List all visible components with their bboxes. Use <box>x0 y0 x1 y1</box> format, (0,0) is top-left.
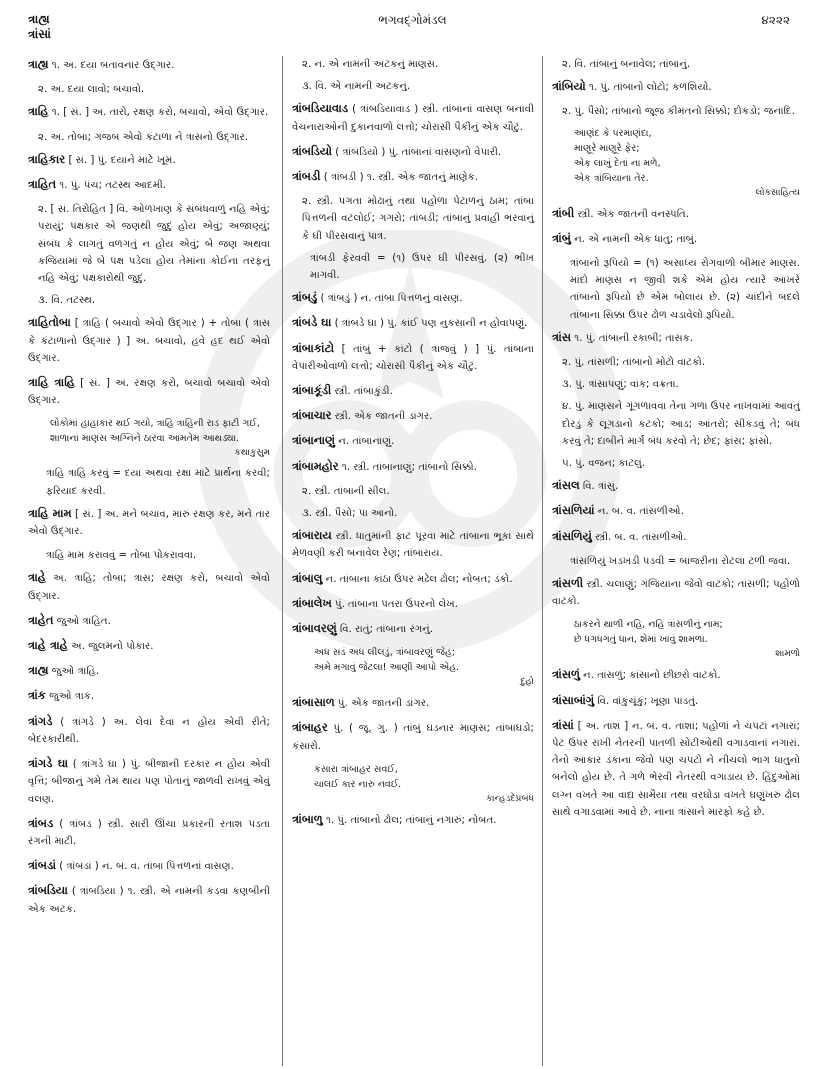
dictionary-entry <box>28 56 270 74</box>
headword: ત્રાંસાં <box>552 717 574 732</box>
page-number: ૪૨૨૨ <box>761 13 790 27</box>
definition: પું. એક જાતની ડાંગર. <box>337 698 430 710</box>
dictionary-entry <box>552 477 800 495</box>
headword: ત્રાંબડી <box>292 169 321 184</box>
quote-line: અમે મગાવું જેટલા! આણી આપો એહ. <box>314 662 460 674</box>
headword: ત્રાહ્ય <box>28 57 49 71</box>
page-header <box>0 0 825 48</box>
headword: ત્રાંગડે ઘા <box>28 756 69 771</box>
definition: જુઓ ત્રાહિત. <box>56 615 111 627</box>
dictionary-entry <box>28 176 270 194</box>
dictionary-entry <box>292 314 534 332</box>
idiom: ત્રાંબડી ફેરવવી = (૧) ઉપર ઘી પીરસવું. (૨) ભીખ માગવી. <box>310 252 534 282</box>
headword: ત્રાંબાલેખ <box>292 595 332 610</box>
definition: પું. તાંબાના પતરા ઉપરનો લેખ. <box>334 598 458 610</box>
headword: ત્રાહ્ય <box>28 663 49 678</box>
dictionary-entry <box>552 205 800 223</box>
headword: ત્રાંબામહોર <box>292 458 339 473</box>
headword: ત્રાંબાકૂંડી <box>292 383 332 398</box>
dictionary-entry <box>292 143 534 161</box>
headword: ત્રાંસળિયાં <box>552 503 595 518</box>
definition: [ સં. ] અ. રક્ષણ કરો, બચાવો બચાવો એવો ઉદ્ગાર. <box>28 378 270 407</box>
dictionary-entry <box>552 502 800 520</box>
headword: ત્રાહિ ત્રાહિ <box>28 375 75 390</box>
headword: ત્રાંબાકાંટો <box>292 340 335 355</box>
headword: ત્રાંબડિયા <box>28 883 68 898</box>
definition: ન. તાંબાનાણું. <box>338 436 395 448</box>
headword: ત્રાંસળિયું <box>552 528 592 543</box>
definition: ( ત્રાંબડિયા ) ૧. સ્ત્રી. એ નામની કડવા કણબીની એક અટક. <box>28 886 270 915</box>
headword: ત્રાંબાનાણું <box>292 433 335 448</box>
sub-sense: ૨. પું. તાંસળી; તાંબાનો મોટો વાટકો. <box>562 357 706 369</box>
dictionary-entry <box>292 432 534 450</box>
sub-sense: ૩. વિ. તટસ્થ. <box>38 295 96 307</box>
headword: ત્રાંબું <box>552 230 571 245</box>
headword: ત્રાંસલ <box>552 478 580 493</box>
quote-line: આણંદ કે પરમાણંદા, <box>574 127 652 139</box>
quote-line: અધ સડં અધ લીલડું, ત્રાંબાવરણું જેહ; <box>314 647 455 659</box>
dictionary-entry <box>292 407 534 425</box>
dictionary-entry <box>28 713 270 748</box>
definition: વિ. રાતું; તાંબાના રંગનું. <box>339 624 434 636</box>
sub-sense: ૨. વિ. તાંબાનું બનાવેલ; તાંબાનું. <box>562 59 691 70</box>
headword: ત્રાંક <box>28 688 46 703</box>
quote-line: એક લાખું દેતાં ના મળે, <box>574 157 661 169</box>
dictionary-entry <box>552 666 800 684</box>
dictionary-entry <box>28 662 270 680</box>
guide-word-first: ત્રાહ્ય <box>28 12 50 26</box>
dictionary-entry <box>292 570 534 588</box>
dictionary-entry <box>292 100 534 135</box>
dictionary-entry <box>28 637 270 655</box>
dictionary-entry <box>28 151 270 169</box>
sub-sense: ૪. પું. માણસને ગૂંગળાવવા તેના ગળા ઉપર નાખવામાં આવતું દોરડું કે લૂગડાનો કટકો; આડ; આંતરો; સીકડવું તે; બંધ કરવું તે; દાબીને માર્ગ બંધ કરવો તે; છેદ; ફાંસ; ફાંસો. <box>562 401 800 447</box>
sub-sense: ૨. સ્ત્રી. તાંબાની સીલ. <box>302 485 390 497</box>
column-1 <box>28 56 270 925</box>
dictionary-entry <box>292 595 534 613</box>
dictionary-entry <box>28 815 270 850</box>
definition: ૧. પું. તાંબાની રકાબી; તાસક. <box>574 332 694 344</box>
definition: ૧. [ સં. ] અ. તારો, રક્ષણ કરો, બચાવો, એવો ઉદ્ગાર. <box>51 107 269 119</box>
sub-sense: ૩. સ્ત્રી. પૈસો; પા આનો. <box>302 508 398 520</box>
headword: ત્રાહિ મામ <box>28 505 72 520</box>
column-3 <box>552 56 800 828</box>
headword: ત્રાહિકાર <box>28 151 66 166</box>
headword: ત્રાંબાવરણું <box>292 621 337 636</box>
quote-source: લોકસાહિત્ય <box>755 187 800 198</box>
definition: વિ. ત્રાંસું. <box>582 481 619 493</box>
headword: ત્રાંબાહર <box>292 720 328 735</box>
sub-sense: ૨. પું. પૈસો; તાંબાનો જૂજ કીમતનો સિક્કો; દોકડો; જનાદિ. <box>562 106 795 118</box>
quote-line: ચાલઈ કાર નારુ નવઈ. <box>314 778 402 790</box>
headword: ત્રાંબડાં <box>28 858 56 873</box>
headword: ત્રાહિ <box>28 104 49 119</box>
definition: [ અ. તાશ ] ન. બ. વ. તાશાં; પહોળાં ને ચપટાં નગારાં; પેટ ઉપર રાખી નેતરની પાતળી સોટીઓથી વગાડવાનાં નગારાં. તેનો આકાર ડંકાના જેવો પણ ચપટો ને નીચલો ભાગ ધાતુનો બનેલો હોય છે. તે ગળે ભેરવી નેતરથી વગાડાય છે. હિંદુઓમાં લગ્ન વખતે આ વાદ્ય સામૈયા તથા વરઘોડા વખતે ઘણુંખરું ઢોલ સાથે વગાડવામાં આવે છે. નાના ત્રાંસાને મારફો કહે છે. <box>552 720 800 818</box>
dictionary-entry <box>292 719 534 754</box>
dictionary-entry <box>28 314 270 367</box>
idiom: ત્રાંસળિયું ખડખડી પડવી = બાજરીના રોટલા ટળી જવા. <box>570 555 791 567</box>
headword: ત્રાંસળી <box>552 576 584 591</box>
definition: અ. જુલમનો પોકાર. <box>71 641 154 653</box>
headword: ત્રાંબાસાળ <box>292 695 335 710</box>
headword: ત્રાંસ <box>552 329 572 344</box>
dictionary-entry <box>292 382 534 400</box>
definition: ( ત્રાંગડે ) અ. લેવા દેવા ન હોય એવી રીતે; બેદરકારીથી. <box>28 716 270 745</box>
quote-source: શામળો <box>775 649 800 660</box>
dictionary-entry <box>28 374 270 409</box>
headword: ત્રાંબડું <box>292 290 318 305</box>
idiom: ત્રાંબાનો રૂપિયો = (૧) અસાધ્ય રોગવાળો બીમાર માણસ. માંદો માણસ ન જીવી શકે એમ હોય ત્યારે આખરે તાંબાનો રૂપિયો છે એમ બોલાય છે. (૨) ચાંદીને બદલે તાંબાના સિક્કા ઉપર ઢોળ ચડાવેલો રૂપિયો. <box>570 258 800 321</box>
headword: ત્રાંબાળુ <box>292 811 323 826</box>
quote-line: એક ત્રાંબિયાના તેર. <box>574 172 649 184</box>
dictionary-entry <box>292 458 534 476</box>
definition: [ સં. ] પું. દયાને માટે ખૂમ. <box>68 154 176 166</box>
definition: ન. એ નામની એક ધાતુ; તાંબું. <box>574 233 698 245</box>
dictionary-entry <box>552 692 800 710</box>
quote-line: માણૂરે માણૂરે ફેર; <box>574 142 640 154</box>
quote-line: લોકોમાં હાહાકાર થઈ ગયો, ત્રાહિ ત્રાહિની રાડ ફાટી ગઈ, શાળાનાં માણસ અગ્નિને ઠારવા આમતેમ આથડ્યા. <box>50 418 260 445</box>
column-2 <box>292 56 534 836</box>
headword: ત્રાંબી <box>552 205 575 220</box>
dictionary-entry <box>292 620 534 638</box>
definition: ૧. અ. દયા બતાવનાર ઉદ્ગાર. <box>51 60 175 71</box>
dictionary-entry <box>552 717 800 821</box>
definition: ( ત્રાંબડિયો ) પું. તાંબાનાં વાસણનો વેપારી. <box>335 146 502 158</box>
dictionary-entry <box>292 340 534 375</box>
dictionary-entry <box>28 857 270 875</box>
dictionary-entry <box>552 528 800 546</box>
definition: ૧. પું. તાંબાનો ઢોલ; તાંબાનું નગારું; નોબત. <box>325 814 497 826</box>
definition: ( ત્રાંબડું ) ન. તાંબા પિત્તળનું વાસણ. <box>320 293 463 305</box>
quote-source: કાન્હડદેપ્રબંધ <box>486 793 534 804</box>
sub-sense: ૨. [ સં. તિરોહિત ] વિ. ઓળખાણ કે સંબંધવાળું નહિ એવું; પરાયું; પક્ષકાર એ જણથી જુદું હોય એવું; અજાણ્યું; સંબંધ કે લાગતું વળગતું ન હોય એવું; બે જણ અથવા કજિયામાં જે બે પક્ષ પડેલા હોય તેમાંના કોઈના તરફનું નહિ એવું; પક્ષકારોથી જુદું. <box>38 204 270 285</box>
definition: ( ત્રાંબડાં ) ન. બ. વ. તાંબા પિત્તળનાં વાસણ. <box>59 861 234 873</box>
definition: સ્ત્રી. બ. વ. તાંસળીઓ. <box>595 531 687 543</box>
sub-sense: ૨. સ્ત્રી. પગતા મોઢાનું તથા પહોળા પેટાળનું ઠામ; તાંબા પિત્તળની વટલોઈ; ગગરો; તાંબડી; તાંબાનું પ્રવાહી ભરવાનું કે ઘી પીરસવાનું પાત્ર. <box>302 196 534 242</box>
dictionary-entry <box>28 505 270 540</box>
quote-line: કંસારા ત્રાંબાહર સવઈ, <box>314 763 398 775</box>
headword: ત્રાહિતોબા <box>28 315 71 330</box>
definition: સ્ત્રી. ચલાણું; ગંજિયાના જેવો વાટકો; તાંસળી; પહોળો વાટકો. <box>552 579 800 608</box>
quote-line: છે ધગધગતું ધાન, શેમાં ખાવું શામળા. <box>574 634 708 646</box>
sub-sense: ૨. અ. દયા લાવો; બચાવો. <box>38 84 145 96</box>
headword: ત્રાંબડ <box>28 815 54 830</box>
dictionary-entry <box>552 230 800 248</box>
headword: ત્રાહે ત્રાહે <box>28 638 68 653</box>
dictionary-entry <box>552 329 800 347</box>
headword: ત્રાંબાલુ <box>292 570 323 585</box>
definition: જુઓ ત્રાહિ. <box>51 666 100 678</box>
definition: સ્ત્રી. ધાતુમાંની ફાટ પૂરવા માટે તાંબાના ભૂકા સાથે મેળવણી કરી બનાવેલ રેણ; તાંબારાય. <box>292 531 534 560</box>
dictionary-entry <box>28 882 270 917</box>
definition: જુઓ ત્રાક. <box>49 691 95 703</box>
definition: ( ત્રાંબડે ઘા ) પું. કાંઈ પણ નુકસાની ન હોવાપણું. <box>334 318 528 330</box>
dictionary-entry <box>292 289 534 307</box>
dictionary-entry <box>28 103 270 121</box>
definition: અ. ત્રાહિ; તોબા; ત્રાસ; રક્ષણ કરો, બચાવો એવો ઉદ્ગાર. <box>28 573 270 602</box>
idiom: ત્રાહિ મામ કરાવવું = તોબા પોકરાવવા. <box>46 550 197 562</box>
dictionary-entry <box>292 811 534 829</box>
dictionary-entry <box>292 694 534 712</box>
headword: ત્રાંબારાય <box>292 528 332 543</box>
headword: ત્રાંબિયો <box>552 79 586 94</box>
definition: ૧. પું. પંચ; તટસ્થ આદમી. <box>59 180 167 192</box>
definition: સ્ત્રી. એક જાતની વનસ્પતિ. <box>577 208 690 220</box>
quote-source: દુહો <box>520 677 534 688</box>
column-divider <box>542 56 543 1066</box>
headword: ત્રાંબડિયો <box>292 143 332 158</box>
headword: ત્રાહેત <box>28 612 54 627</box>
idiom: ત્રાહિ ત્રાહિ કરવું = દયા અથવા રક્ષા માટે પ્રાર્થના કરવી; ફરિયાદ કરવી. <box>46 468 270 497</box>
definition: [ તાંબું + કાંટો ( ત્રાજવું ) ] પું. તાંબાના વેપારીઓવાળો લત્તો; ચોરાસી પૈકીનું એક ચૌટું. <box>292 343 534 372</box>
headword: ત્રાંબડે ઘા <box>292 315 332 330</box>
dictionary-entry <box>292 527 534 562</box>
citation-quote <box>314 762 534 807</box>
sub-sense: ૩. પું. ત્રાંસાપણું; વાંક; વક્રતા. <box>562 379 679 391</box>
definition: ( ત્રાંગડે ઘા ) પું. બીજાની દરકાર ન હોય એવી વૃત્તિ; બીજાનું ગમે તેમ થાય પણ પોતાનું જાળવી રાખવું એવું વલણ. <box>28 759 270 805</box>
definition: ( ત્રાંબડિયાવાડ ) સ્ત્રી. તાંબાનાં વાસણ બનાવી વેચનારાઓની દુકાનવાળો લત્તો; ચોરાસી પૈકીનું એક ચૌટું. <box>292 104 534 133</box>
dictionary-entry <box>292 168 534 186</box>
definition: ( ત્રાંબડ ) સ્ત્રી. સારી ઊંચા પ્રકારની રતાશ પડતા રંગની માટી. <box>28 818 270 847</box>
headword: ત્રાંસાબાંગું <box>552 692 595 707</box>
dictionary-entry <box>28 755 270 808</box>
sub-sense: ૩. વિ. એ નામની અટકનું. <box>302 81 411 93</box>
definition: સ્ત્રી. તાંબાકુંડી. <box>334 386 393 398</box>
headword: ત્રાંબાચાર <box>292 408 332 423</box>
definition: [ સં. ] અ. મને બચાવ, મારું રક્ષણ કર, મને તાર એવો ઉદ્ગાર. <box>28 508 270 538</box>
dictionary-entry <box>552 575 800 610</box>
quote-line: ઠાકરને થાળી નહિ, નહિ ત્રાંસળીનું નામ; <box>574 619 723 631</box>
dictionary-entry <box>28 687 270 705</box>
definition: [ ત્રાહિ ( બચાવો એવો ઉદ્ગાર ) + તોબા ( ત્રાસ કે કંટાળાનો ઉદ્ગાર ) ] અ. બચાવો, હવે હદ થઈ એવો ઉદ્ગાર. <box>28 318 270 364</box>
definition: ન. તાંબાના કાંઠા ઉપર મઢેલ ઢોલ; નોબત; ડંકો. <box>325 573 513 585</box>
definition: ન. તાંસળું; કાંસાનો છીછરો વાટકો. <box>583 670 721 682</box>
definition: ન. બ. વ. તાંસળીઓ. <box>597 506 684 518</box>
headword: ત્રાહિત <box>28 177 57 192</box>
dictionary-entry <box>552 78 800 96</box>
definition: ૧. સ્ત્રી. તાંબાનાણું; તાંબાનો સિક્કો. <box>341 461 477 473</box>
definition: પું. ( જૂ. ગુ. ) તાંબું ઘડનાર માણસ; તાંબાઘડો; કંસારો. <box>292 723 534 752</box>
citation-quote <box>574 126 800 201</box>
definition: સ્ત્રી. એક જાતની ડાંગર. <box>334 411 433 423</box>
citation-quote <box>50 416 270 461</box>
sub-sense: ૨. ન. એ નામની અટકનું માણસ. <box>302 59 439 70</box>
sub-sense: ૨. અ. તોબા; ગજબ એવો કંટાળા ને ત્રાસનો ઉદ્ગાર. <box>38 131 249 143</box>
dictionary-entry <box>28 612 270 630</box>
definition: ૧. પું. તાંબાનો લોટો; કળશિયો. <box>588 82 712 94</box>
headword: ત્રાંસળું <box>552 667 580 682</box>
headword: ત્રાંગડે <box>28 713 53 728</box>
headword: ત્રાહે <box>28 570 46 585</box>
definition: ( ત્રાંબડી ) ૧. સ્ત્રી. એક જાતનું માણેક. <box>323 172 479 184</box>
guide-word-last: ત્રાંસાં <box>28 27 51 41</box>
column-divider <box>282 56 283 1066</box>
citation-quote <box>314 645 534 690</box>
sub-sense: ૫. પું. વજન; કાટલું. <box>562 458 646 470</box>
page-title: ભગવદ્ગોમંડલ <box>378 13 447 27</box>
headword: ત્રાંબડિયાવાડ <box>292 101 349 116</box>
citation-quote <box>574 617 800 662</box>
dictionary-entry <box>28 569 270 604</box>
quote-source: કથાકુસુમ <box>234 448 270 459</box>
definition: વિ. વાંકુંચૂંકું; ખૂણા પાડતું. <box>597 695 699 707</box>
